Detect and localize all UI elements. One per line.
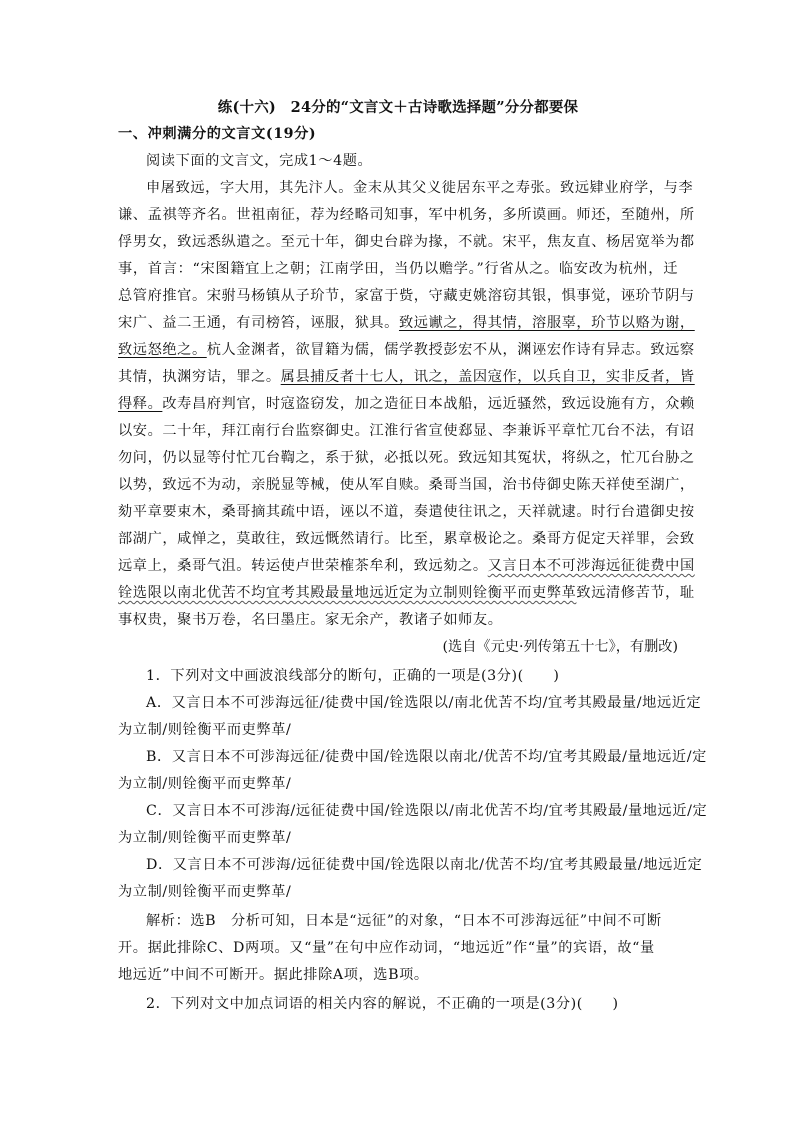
exercise-title: 练(十六) 24分的“文言文＋古诗歌选择题”分分都要保: [217, 99, 579, 116]
instruction: 阅读下面的文言文，完成1～4题。: [146, 153, 373, 169]
passage-line: [118, 556, 695, 576]
passage-source: (选自《元史·列传第五十七》，有删改): [442, 639, 678, 655]
option-d: D．又言日本不可涉海/远征徒费中国/铨选限以南北/优苦不均/宜考其殿最量/地远近定: [146, 857, 703, 873]
question-stem: 2．下列对文中加点词语的相关内容的解说，不正确的一项是(3分)( ): [146, 996, 619, 1012]
passage-line: 事权贵，聚书万卷，名曰墨庄。家无余产，教诸子如师友。: [118, 612, 503, 628]
underlined-sentence: 致远谳之，得其情，溶服辜，玠节以赂为谢，: [398, 315, 695, 331]
wavy-underlined-text: 铨选限以南北优苦不均宜考其殿最量地远近定为立制则铨衡平而吏弊革: [118, 585, 577, 601]
passage-line: 俘男女，致远悉纵遣之。至元十年，御史台辟为掾，不就。宋平，焦友直、杨居宽举为都: [118, 234, 695, 250]
passage-text: 宋广、益二王通，有司榜笞，诬服，狱具。: [118, 315, 399, 331]
passage-text: 致远清修苦节，耻: [576, 585, 695, 601]
passage-line: 申屠致远，字大用，其先汴人。金末从其父义徙居东平之寿张。致远肄业府学，与李: [146, 180, 694, 196]
passage-line: 部湖广，咸惮之，莫敢往，致远慨然请行。比至，累章极论之。桑哥方促定天祥罪，会致: [118, 531, 695, 547]
passage-line: [118, 583, 695, 603]
answer-explanation: 开。据此排除C、D两项。又“量”在句中应作动词，“地远近”作“量”的宾语，故“量: [118, 940, 655, 956]
passage-line: 以势，致远不为动，亲脱显等械，使从军自赎。桑哥当国，治书侍御史陈天祥使至湖广，: [118, 477, 695, 493]
option-a: A．又言日本不可涉海远征/徒费中国/铨选限以/南北优苦不均/宜考其殿最量/地远近定: [146, 695, 702, 711]
passage-line: [118, 313, 695, 333]
passage-line: 事，首言：“宋图籍宜上之朝；江南学田，当仍以赡学。”行省从之。临安改为杭州，迁: [118, 261, 678, 277]
passage-text: 杭人金渊者，欲冒籍为儒，儒学教授彭宏不从，渊诬宏作诗有异志。致远察: [206, 342, 695, 358]
passage-line: 劾平章要束木，桑哥摘其疏中语，诬以不道，奏遣使往讯之，天祥就逮。时行台遣御史按: [118, 504, 695, 520]
answer-explanation: 解析：选B 分析可知，日本是“远征”的对象，“日本不可涉海远征”中间不可断: [146, 913, 662, 929]
underlined-sentence: 致远怒绝之。: [118, 342, 207, 358]
option-c: C．又言日本不可涉海/远征徒费中国/铨选限以/南北优苦不均/宜考其殿最/量地远近/定: [146, 803, 708, 819]
passage-line: 谦、孟祺等齐名。世祖南征，荐为经略司知事，军中机务，多所谟画。师还，至随州，所: [118, 207, 695, 223]
option-b: B．又言日本不可涉海远征/徒费中国/铨选限以南北/优苦不均/宜考其殿最/量地远近/定: [146, 749, 707, 765]
passage-line: 总管府推官。宋驸马杨镇从子玠节，家富于赀，守藏吏姚溶窃其银，惧事觉，诬玠节阴与: [118, 288, 695, 304]
section-heading: 一、冲刺满分的文言文(19分): [118, 126, 317, 142]
answer-explanation: 地远近”中间不可断开。据此排除A项，选B项。: [118, 967, 429, 983]
question-stem: 1．下列对文中画波浪线部分的断句，正确的一项是(3分)( ): [146, 668, 560, 684]
passage-line: [118, 340, 695, 360]
option-c-cont: 为立制/则铨衡平而吏弊革/: [118, 830, 292, 846]
option-d-cont: 为立制/则铨衡平而吏弊革/: [118, 884, 292, 900]
passage-line: [118, 367, 695, 387]
passage-line: 勿问，仍以显等付忙兀台鞫之，系于狱，必抵以死。致远知其冤状，将纵之，忙兀台胁之: [118, 450, 695, 466]
passage-line: 以安。二十年，拜江南行台监察御史。江淮行省宣使郄显、李兼诉平章忙兀台不法，有诏: [118, 423, 695, 439]
wavy-underlined-text: 又言日本不可涉海远征徙费中国: [487, 558, 695, 574]
option-a-cont: 为立制/则铨衡平而吏弊革/: [118, 722, 292, 738]
underlined-sentence: 得释。: [118, 396, 163, 412]
passage-line: [118, 394, 695, 414]
underlined-sentence: 属县捕反者十七人，讯之，盖因寇作，以兵自卫，实非反者，皆: [280, 369, 695, 385]
option-b-cont: 为立制/则铨衡平而吏弊革/: [118, 776, 292, 792]
passage-text: 其情，执渊穷诘，罪之。: [118, 369, 281, 385]
passage-text: 远章上，桑哥气沮。转运使卢世荣榷茶牟利，致远劾之。: [118, 558, 488, 574]
passage-text: 改寿昌府判官，时寇盗窃发，加之造征日本战船，远近骚然，致远设施有方，众赖: [162, 396, 695, 412]
